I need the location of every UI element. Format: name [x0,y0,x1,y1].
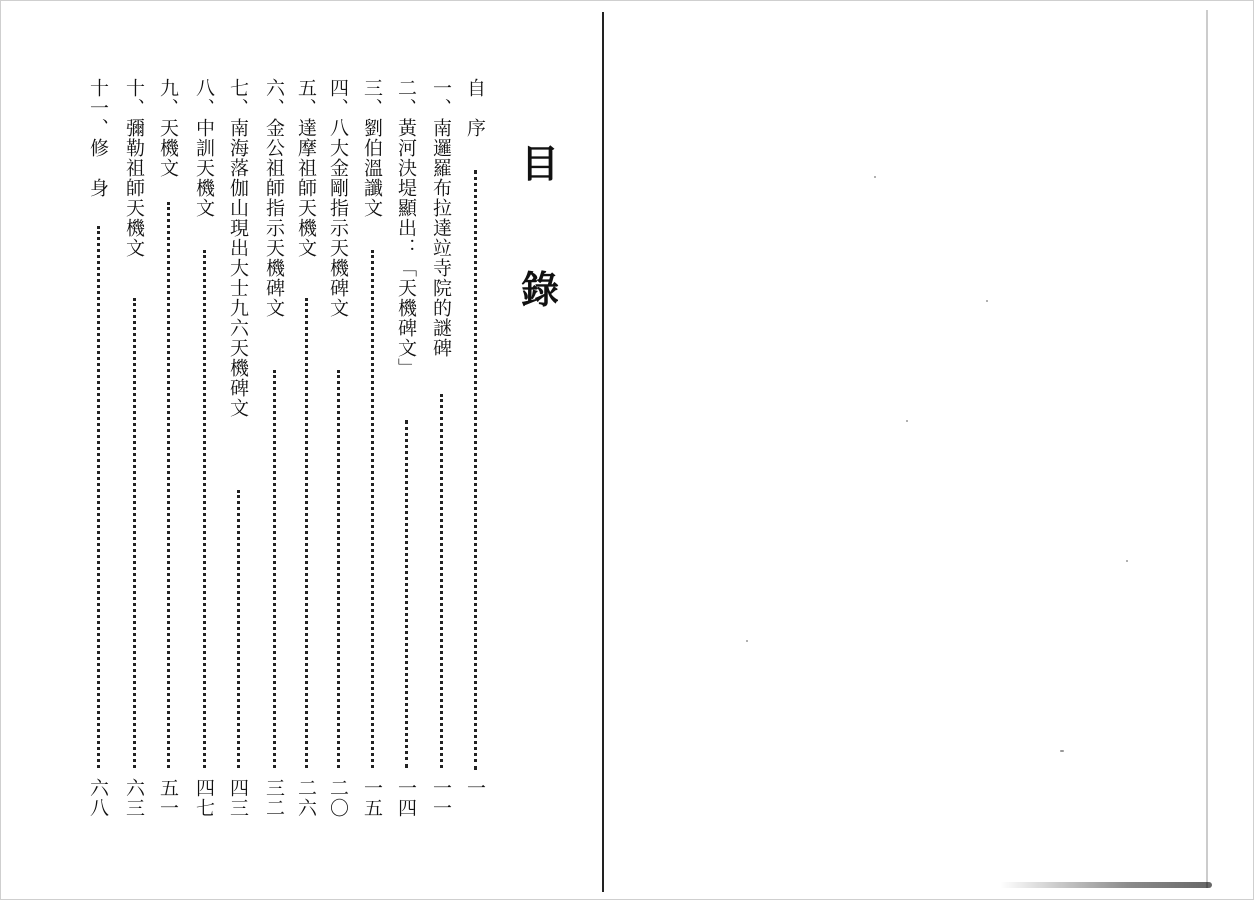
leader-dots [337,370,340,768]
toc-entry-label: 自 序 [464,78,486,138]
title-char-1: 目 [520,142,559,186]
toc-entry-label: 八、中訓天機文 [193,78,215,218]
toc-entry-label: 六、金公祖師指示天機碑文 [263,78,285,318]
leader-dots [237,490,240,768]
toc-entry-page: 一 [464,778,486,798]
toc-entry-page: 五一 [157,778,179,818]
leader-dots [133,298,136,768]
toc-entry-label: 四、八大金剛指示天機碑文 [327,78,349,318]
leader-dots [440,394,443,768]
toc-entry-page: 二〇 [327,778,349,818]
toc-entry-page: 一一 [430,778,452,818]
title-char-2: 錄 [520,268,559,312]
leader-dots [474,170,477,770]
toc-entry-preface[interactable] [463,78,487,830]
toc-entry-page: 一五 [361,778,383,818]
toc-entry-2[interactable] [394,78,418,830]
toc-title [518,142,562,312]
toc-entry-5[interactable] [294,78,318,830]
toc-entry-6[interactable] [262,78,286,830]
scan-speck [746,640,748,642]
leader-dots [371,250,374,768]
scan-speck [1126,560,1128,562]
right-page-blank [606,0,1254,900]
toc-entry-label: 九、天機文 [157,78,179,178]
toc-entry-page: 六八 [87,778,109,818]
toc-entry-8[interactable] [192,78,216,830]
scan-speck [986,300,988,302]
toc-entry-label: 十一、修 身 [87,78,109,198]
toc-entry-3[interactable] [360,78,384,830]
leader-dots [97,226,100,768]
toc-entry-label: 二、黃河決堤顯出：「天機碑文」 [395,78,417,378]
page-edge [1206,10,1208,888]
left-page [0,0,604,900]
leader-dots [305,298,308,768]
toc-entry-page: 三二 [263,778,285,818]
leader-dots [273,370,276,768]
toc-entry-4[interactable] [326,78,350,830]
toc-entry-page: 四七 [193,778,215,818]
toc-entry-label: 七、南海落伽山現出大士九六天機碑文 [227,78,249,418]
toc-entry-10[interactable] [122,78,146,830]
toc-entry-1[interactable] [429,78,453,830]
book-spine [602,12,604,892]
toc-entry-page: 六三 [123,778,145,818]
scan-speck [874,176,876,178]
toc-entry-label: 十、彌勒祖師天機文 [123,78,145,258]
scan-shadow [1000,882,1212,888]
toc-entry-11[interactable] [86,78,110,830]
toc-entry-label: 一、南邏羅布拉達竝寺院的謎碑 [430,78,452,358]
toc-entry-page: 二六 [295,778,317,818]
leader-dots [167,202,170,768]
toc-entry-page: 一四 [395,778,417,818]
toc-entry-7[interactable] [226,78,250,830]
scan-speck [906,420,908,422]
toc-entry-page: 四三 [227,778,249,818]
leader-dots [405,420,408,768]
scan-speck [1060,750,1064,752]
toc-entry-9[interactable] [156,78,180,830]
toc-entry-label: 三、劉伯溫讖文 [361,78,383,218]
toc-entry-label: 五、達摩祖師天機文 [295,78,317,258]
leader-dots [203,250,206,768]
